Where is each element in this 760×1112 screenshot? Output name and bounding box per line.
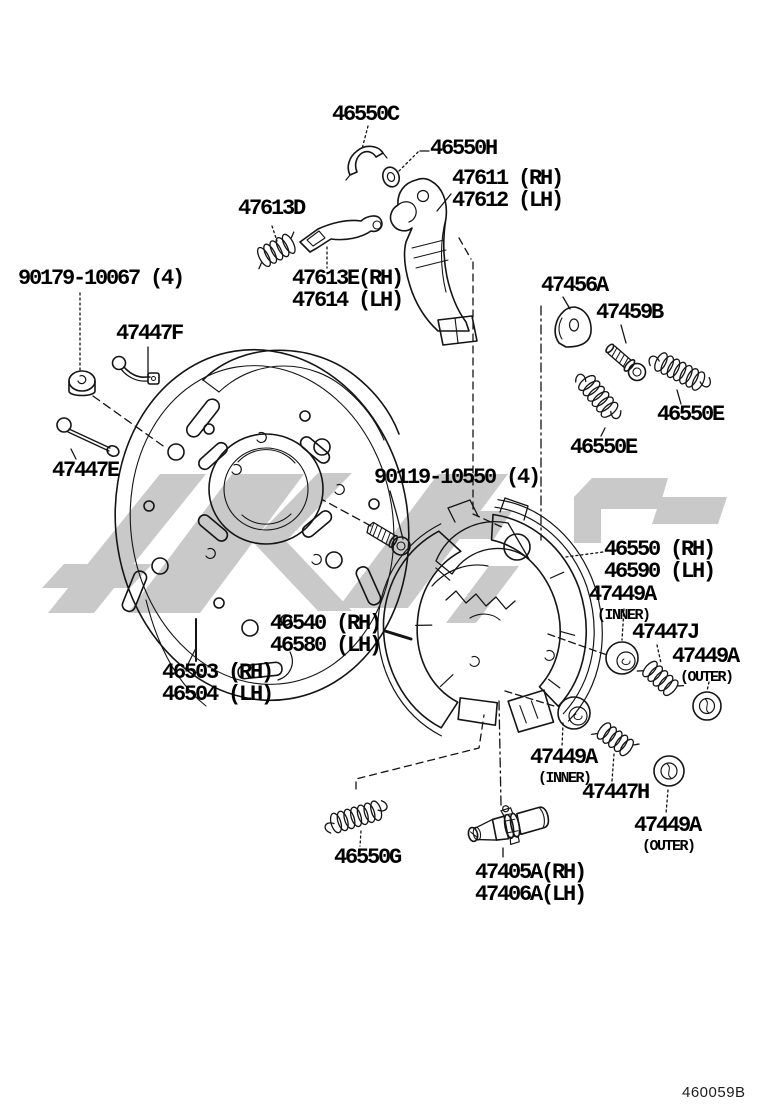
part-label-47611-47612: 47611 (RH) 47612 (LH) (452, 166, 563, 213)
part-label-47447f: 47447F (116, 321, 183, 346)
part-label-46550g: 46550G (334, 845, 401, 870)
part-label-47459b: 47459B (596, 300, 663, 325)
drawing-pin-47447e (57, 418, 121, 458)
part-label-46550e-left: 46550E (570, 435, 637, 460)
part-label-46503-46504: 46503 (RH) 46504 (LH) (162, 660, 273, 707)
part-label-47613e-47614: 47613E(RH) 47614 (LH) (292, 266, 403, 313)
drawing-spring-46550e-left (572, 368, 625, 426)
part-label-46540-46580: 46540 (RH) 46580 (LH) (270, 611, 381, 658)
drawing-spring-46550g (322, 798, 391, 836)
part-label-47449a-outer-upper: 47449A (OUTER) (672, 644, 739, 686)
part-label-47456a: 47456A (541, 273, 608, 298)
part-label-47449a-inner-lower: 47449A (INNER) (530, 745, 597, 787)
drawing-ring-47449a-outer-lower (654, 756, 684, 786)
part-label-46550e-right: 46550E (657, 402, 724, 427)
drawing-ring-47449a-outer-upper (693, 692, 721, 720)
part-label-90179-10067: 90179-10067 (4) (18, 266, 184, 291)
part-label-47449a-outer-lower: 47449A (OUTER) (634, 813, 701, 855)
part-label-46550c: 46550C (332, 102, 399, 127)
part-label-47447j: 47447J (632, 620, 699, 645)
drawing-retainer-clip-46550c (346, 146, 387, 180)
drawing-spring-47447h (592, 718, 639, 760)
drawing-adjuster-47405a (464, 798, 551, 852)
drawing-bracket-47456a (555, 307, 591, 347)
part-label-47447e: 47447E (52, 458, 119, 483)
drawing-spring-47613d (250, 230, 302, 271)
part-label-46550h: 46550H (430, 136, 497, 161)
part-label-47405a-47406a: 47405A(RH) 47406A(LH) (475, 860, 586, 907)
part-label-46550-46590: 46550 (RH) 46590 (LH) (604, 537, 715, 584)
part-label-90119-10550: 90119-10550 (4) (374, 465, 540, 490)
drawing-strut (300, 216, 382, 252)
drawing-link-47447f (113, 357, 160, 385)
drawing-nut-90179 (69, 371, 95, 396)
drawing-cup-47449a-inner-upper (606, 642, 638, 674)
part-label-47449a-inner-upper: 47449A (INNER) (589, 582, 656, 624)
part-label-47447h: 47447H (582, 780, 649, 805)
drawing-spring-46550e-right (646, 348, 713, 396)
drawing-grommet-46550h (380, 165, 401, 189)
diagram-number: 460059B (682, 1084, 746, 1101)
drawing-adjusting-bolt-47459b (602, 340, 649, 384)
part-label-47613d: 47613D (238, 196, 305, 221)
